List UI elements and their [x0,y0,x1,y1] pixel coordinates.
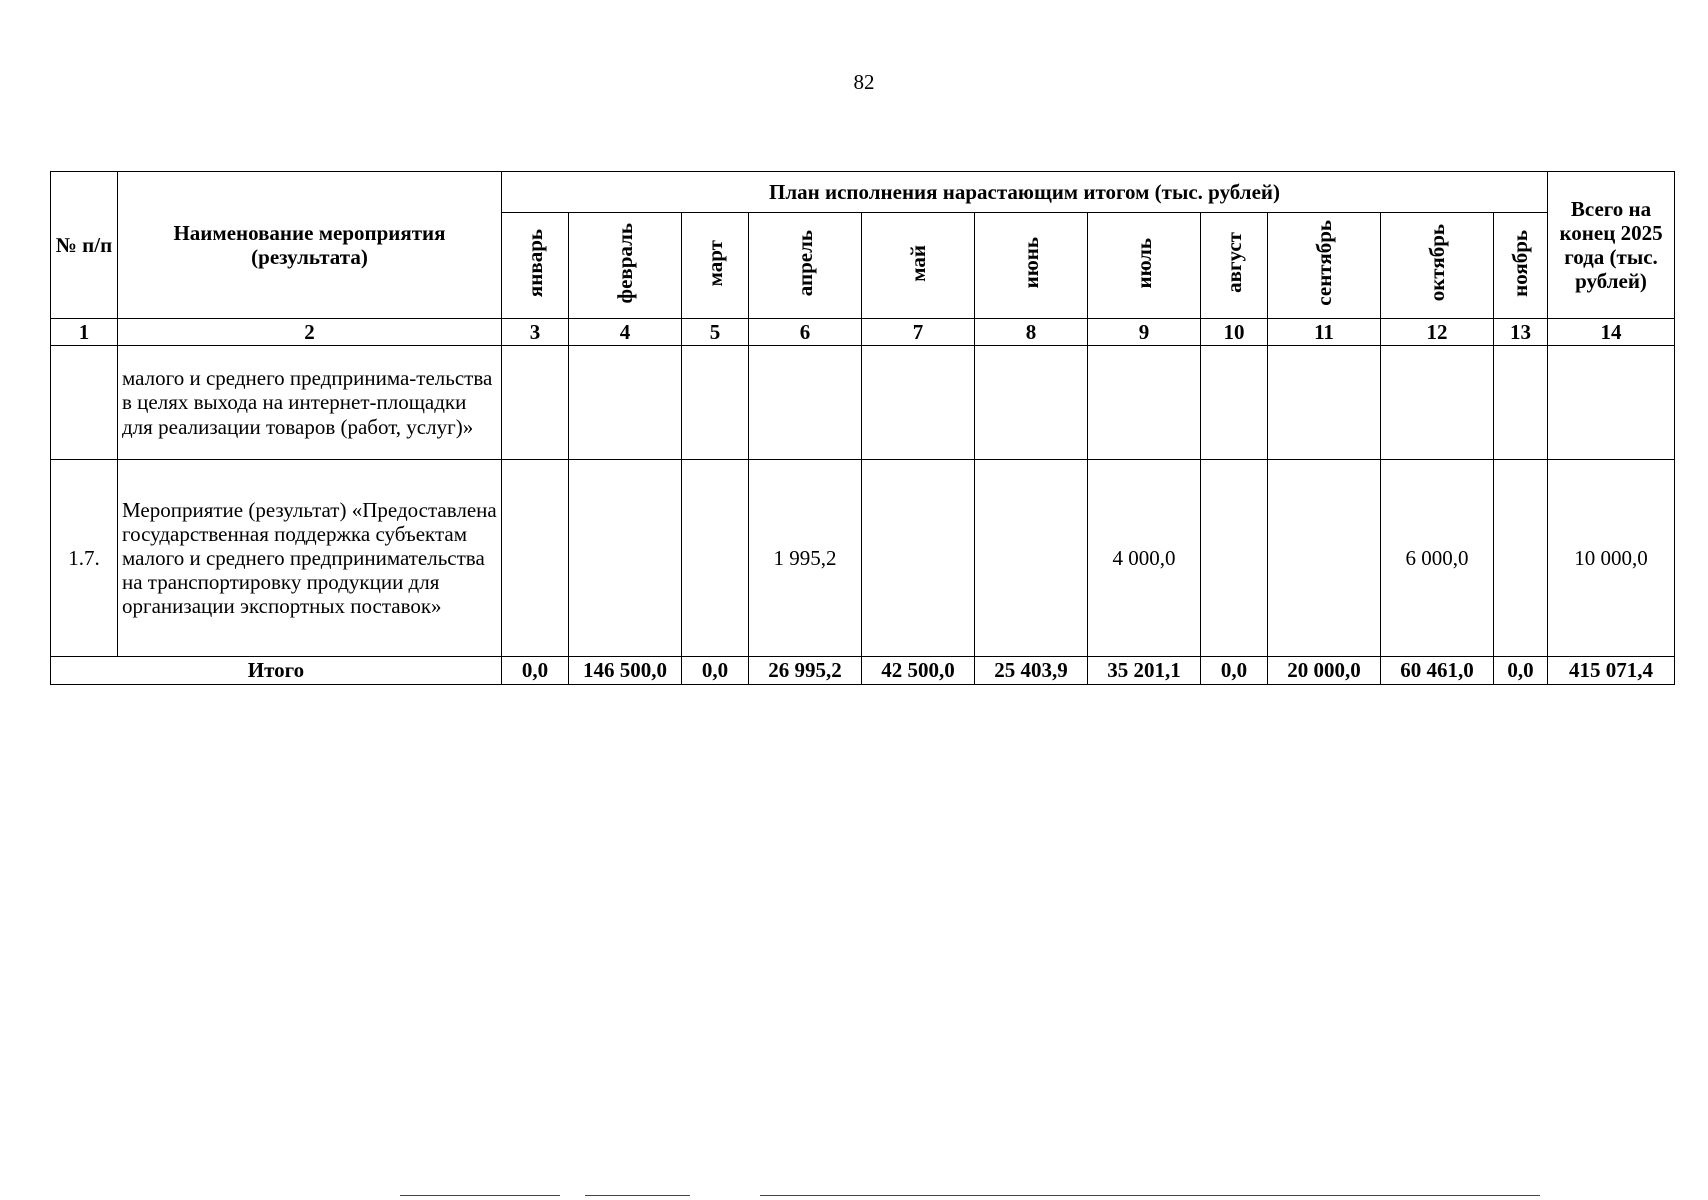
totals-value: 0,0 [502,657,569,685]
column-numbers-row [51,319,1675,346]
totals-value: 0,0 [1201,657,1268,685]
header-row-1 [51,172,1675,213]
month-label: июнь [1018,237,1043,289]
page-number: 82 [853,70,875,94]
row-value [975,346,1088,460]
scan-edge-line [400,1195,560,1196]
row-value [682,346,749,460]
totals-value: 146 500,0 [569,657,682,685]
month-label: июль [1131,237,1156,289]
totals-value: 20 000,0 [1268,657,1381,685]
totals-value: 26 995,2 [749,657,862,685]
table-row [51,346,1675,460]
totals-grand-total: 415 071,4 [1548,657,1675,685]
row-value [502,346,569,460]
row-total [1548,346,1675,460]
row-value [862,346,975,460]
row-value [682,460,749,657]
month-label: ноябрь [1508,229,1533,297]
row-value [569,460,682,657]
column-number: 6 [749,319,862,346]
month-label: октябрь [1424,224,1449,302]
month-label: сентябрь [1311,220,1336,306]
header-plan: План исполнения нарастающим итогом (тыс. рублей) [502,172,1548,213]
month-label: март [702,239,727,287]
row-value [1268,460,1381,657]
month-header [569,213,682,319]
header-num: № п/п [51,172,118,319]
row-value [1381,346,1494,460]
column-number: 5 [682,319,749,346]
column-number: 13 [1494,319,1548,346]
column-number: 9 [1088,319,1201,346]
row-value [1494,460,1548,657]
month-header [749,213,862,319]
row-value [569,346,682,460]
column-number: 3 [502,319,569,346]
month-label: февраль [612,222,637,304]
month-header [975,213,1088,319]
row-value [1494,346,1548,460]
totals-value: 42 500,0 [862,657,975,685]
row-value: 1 995,2 [749,460,862,657]
row-value [1201,460,1268,657]
month-header [682,213,749,319]
row-value [975,460,1088,657]
row-value [1088,346,1201,460]
column-number: 8 [975,319,1088,346]
row-value [1201,346,1268,460]
column-number: 14 [1548,319,1675,346]
header-total: Всего на конец 2025 года (тыс. рублей) [1548,172,1675,319]
row-total: 10 000,0 [1548,460,1675,657]
totals-label: Итого [51,657,502,685]
row-value [749,346,862,460]
month-label: май [905,244,930,282]
totals-value: 0,0 [682,657,749,685]
header-name: Наименование мероприятия (результата) [118,172,502,319]
month-label: январь [522,228,547,297]
row-value [502,460,569,657]
totals-value: 0,0 [1494,657,1548,685]
month-header [862,213,975,319]
row-number [51,346,118,460]
month-label: апрель [792,229,817,297]
month-label: август [1221,232,1246,294]
column-number: 11 [1268,319,1381,346]
totals-row [51,657,1675,685]
plan-table [50,171,1675,685]
row-value [1268,346,1381,460]
row-value: 6 000,0 [1381,460,1494,657]
month-header [1268,213,1381,319]
column-number: 10 [1201,319,1268,346]
scan-edge-line [760,1195,1540,1196]
scan-edge-line [585,1195,690,1196]
totals-value: 25 403,9 [975,657,1088,685]
month-header [502,213,569,319]
table-row [51,460,1675,657]
column-number: 7 [862,319,975,346]
month-header [1494,213,1548,319]
row-number: 1.7. [51,460,118,657]
column-number: 12 [1381,319,1494,346]
month-header [1088,213,1201,319]
month-header [1201,213,1268,319]
row-value: 4 000,0 [1088,460,1201,657]
row-name: Мероприятие (результат) «Предоставлена государственная поддержка субъектам малого и среднего предпринимательства на транспортировку продукции для организации экспортных поставок» [118,460,502,657]
row-value [862,460,975,657]
column-number: 4 [569,319,682,346]
month-header [1381,213,1494,319]
column-number: 2 [118,319,502,346]
totals-value: 60 461,0 [1381,657,1494,685]
column-number: 1 [51,319,118,346]
row-name: малого и среднего предпринима-тельства в целях выхода на интернет-площадки для реализации товаров (работ, услуг)» [118,346,502,460]
totals-value: 35 201,1 [1088,657,1201,685]
